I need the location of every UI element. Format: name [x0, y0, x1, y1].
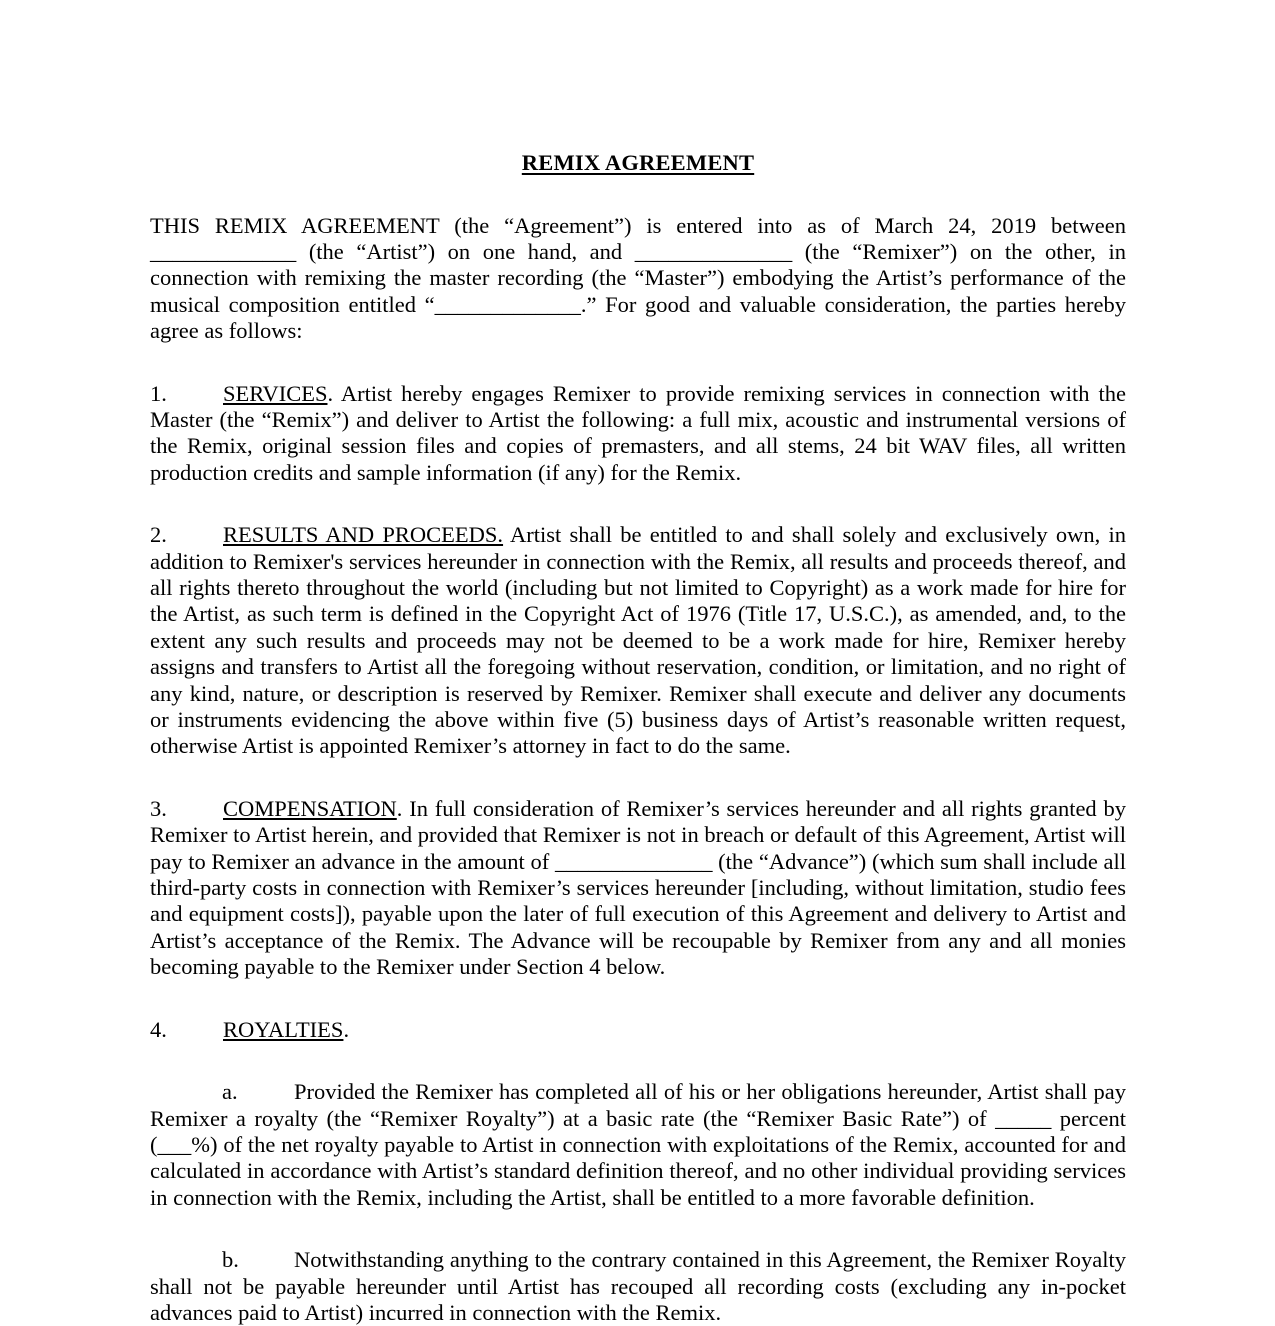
- page-title: [150, 150, 1126, 177]
- subsection-4b: [150, 1247, 1126, 1326]
- agreement-date: March 24, 2019: [874, 212, 1037, 238]
- page-title-text: REMIX AGREEMENT: [521, 150, 755, 175]
- section-2-heading: RESULTS AND PROCEEDS.: [223, 522, 504, 548]
- section-3-body-part1: In full consideration of Remixer’s services hereunder and all rights granted by Remixer to Artist herein, and provided that Remixer is not in breach or default of this Agreement, Artist will pay to Remixer an advance in the amount of: [150, 795, 1126, 874]
- subsection-4a-label: a.: [222, 1079, 238, 1105]
- spacer: [150, 177, 1126, 213]
- spacer: [150, 1211, 1126, 1247]
- advance-amount-blank: ______________: [554, 848, 713, 874]
- preamble-lead: THIS REMIX AGREEMENT (the “Agreement”) is entered into as of: [150, 212, 875, 238]
- section-4-heading-suffix: .: [343, 1016, 350, 1042]
- subsection-4b-body: Notwithstanding anything to the contrary contained in this Agreement, the Remixer Royalty shall not be payable hereunder until Artist has recouped all recording costs (excluding any in-pocket advances paid to Artist) incurred in connection with the Remix.: [150, 1247, 1126, 1325]
- remixer-basic-rate-percent-blank: ___: [157, 1131, 192, 1157]
- preamble-closing: .” For good and valuable consideration, the parties hereby agree as follows:: [150, 291, 1126, 344]
- spacer: [150, 981, 1126, 1017]
- section-2-number: 2.: [150, 522, 167, 548]
- spacer: [150, 760, 1126, 796]
- section-1-heading-suffix: .: [327, 380, 334, 406]
- section-4-number: 4.: [150, 1016, 167, 1042]
- section-1-body: Artist hereby engages Remixer to provide remixing services in connection with the Master (the “Remix”) and deliver to Artist the following: a full mix, acoustic and instrumental versions of the Remix, original session files and copies of premasters, and all stems, 24 bit WAV files, all written production credits and sample information (if any) for the Remix.: [150, 380, 1126, 485]
- subsection-4b-label: b.: [222, 1247, 239, 1273]
- section-3-heading-suffix: .: [396, 795, 403, 821]
- section-1-number: 1.: [150, 380, 167, 406]
- artist-name-blank: _____________: [150, 238, 297, 264]
- section-1-heading: SERVICES: [223, 380, 328, 406]
- section-3-heading: COMPENSATION: [223, 795, 397, 821]
- section-4-heading: ROYALTIES: [223, 1016, 344, 1042]
- preamble-paragraph: [150, 213, 1126, 345]
- document-body: [150, 0, 1126, 1326]
- remixer-clause: (the “Remixer”) on the other, in connection with remixing the master recording (the “Master”) embodying the Artist’s performance of the musical composition entitled “: [150, 238, 1126, 317]
- section-3-compensation: [150, 796, 1126, 981]
- section-1-services: [150, 381, 1126, 487]
- spacer: [150, 1043, 1126, 1079]
- composition-title-blank: _____________: [434, 291, 581, 317]
- section-3-body-part2: (the “Advance”) (which sum shall include all third-party costs in connection with Remixer’s services hereunder [including, without limitation, studio fees and equipment costs]), payable upon the later of full execution of this Agreement and delivery to Artist and Artist’s acceptance of the Remix. The Advance will be recoupable by Remixer from any and all monies becoming payable to the Remixer under Section 4 below.: [150, 848, 1126, 980]
- section-4-royalties: [150, 1017, 1126, 1043]
- section-2-body: Artist shall be entitled to and shall solely and exclusively own, in addition to Remixer's services hereunder in connection with the Remix, all results and proceeds thereof, and all rights thereto throughout the world (including but not limited to Copyright) as a work made for hire for the Artist, as such term is defined in the Copyright Act of 1976 (Title 17, U.S.C.), as amended, and, to the extent any such results and proceeds may not be deemed to be a work made for hire, Remixer hereby assigns and transfers to Artist all the foregoing without reservation, condition, or limitation, and no right of any kind, nature, or description is reserved by Remixer. Remixer shall execute and deliver any documents or instruments evidencing the above within five (5) business days of Artist’s reasonable written request, otherwise Artist is appointed Remixer’s attorney in fact to do the same.: [150, 522, 1127, 759]
- subsection-4a: [150, 1079, 1126, 1211]
- subsection-4a-body-part2: percent (: [150, 1105, 1126, 1157]
- section-3-number: 3.: [150, 795, 167, 821]
- spacer: [150, 486, 1126, 522]
- remixer-basic-rate-blank: _____: [995, 1105, 1052, 1131]
- subsection-4a-body-part1: Provided the Remixer has completed all of his or her obligations hereunder, Artist shall pay Remixer a royalty (the “Remixer Royalty”) at a basic rate (the “Remixer Basic Rate”) of: [150, 1079, 1126, 1131]
- preamble-after-date: between: [1036, 212, 1126, 238]
- spacer: [150, 345, 1126, 381]
- artist-clause: (the “Artist”) on one hand, and: [296, 238, 635, 264]
- section-2-results-and-proceeds: [150, 522, 1126, 760]
- subsection-4a-body-part3: %) of the net royalty payable to Artist in connection with exploitations of the Remix, accounted for and calculated in accordance with Artist’s standard definition thereof, and no other individual providing services in connection with the Remix, including the Artist, shall be entitled to a more favorable definition.: [150, 1131, 1126, 1210]
- remixer-name-blank: ______________: [634, 238, 793, 264]
